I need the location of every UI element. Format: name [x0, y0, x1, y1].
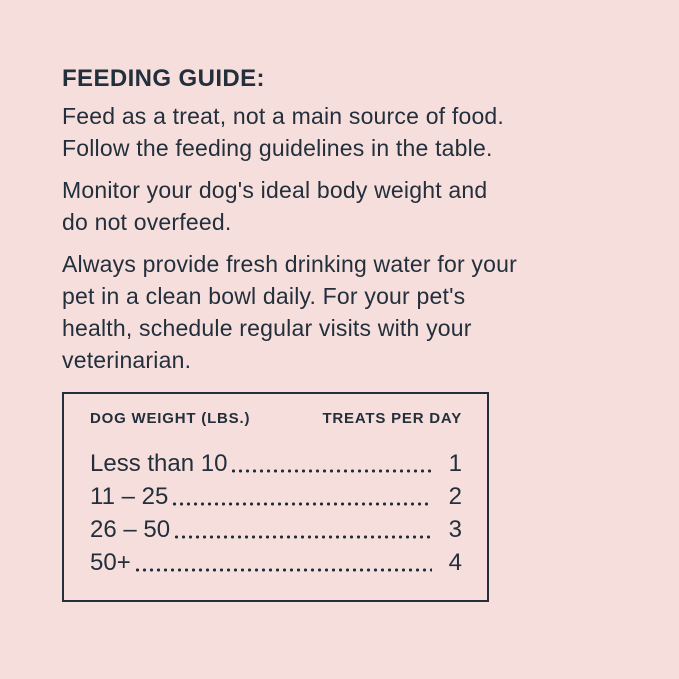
- feeding-guide-heading: FEEDING GUIDE:: [62, 65, 265, 92]
- treats-per-day-value: 2: [448, 483, 462, 510]
- dog-weight-value: 26 – 50: [90, 516, 171, 543]
- text-line: Follow the feeding guidelines in the table.: [62, 135, 493, 161]
- text-line: health, schedule regular visits with your: [62, 315, 472, 341]
- feeding-table-header: [90, 409, 462, 429]
- paragraph-fresh-water: [62, 248, 572, 376]
- feeding-table: [62, 392, 489, 602]
- label-content: [62, 66, 572, 602]
- text-line: Feed as a treat, not a main source of food.: [62, 103, 505, 129]
- treats-per-day-value: 3: [448, 516, 462, 543]
- table-row: [90, 546, 462, 579]
- dot-leader: [230, 469, 432, 473]
- dog-weight-value: 11 – 25: [90, 483, 169, 510]
- paragraph-body-weight: [62, 174, 572, 238]
- column-header-dog-weight: DOG WEIGHT (LBS.): [90, 410, 251, 427]
- text-line: Always provide fresh drinking water for your: [62, 251, 517, 277]
- paragraph-treat-guidelines: [62, 100, 572, 164]
- treats-per-day-value: 4: [448, 549, 462, 576]
- dot-leader: [173, 535, 432, 539]
- column-header-treats-per-day: TREATS PER DAY: [322, 410, 462, 427]
- table-row: [90, 447, 462, 480]
- text-line: do not overfeed.: [62, 209, 232, 235]
- text-line: pet in a clean bowl daily. For your pet's: [62, 283, 466, 309]
- treats-per-day-value: 1: [448, 450, 462, 477]
- dot-leader: [171, 502, 432, 506]
- text-line: Monitor your dog's ideal body weight and: [62, 177, 488, 203]
- dog-weight-value: 50+: [90, 549, 131, 576]
- table-row: [90, 513, 462, 546]
- text-line: veterinarian.: [62, 347, 192, 373]
- dot-leader: [134, 568, 432, 572]
- dog-weight-value: Less than 10: [90, 450, 228, 477]
- table-row: [90, 480, 462, 513]
